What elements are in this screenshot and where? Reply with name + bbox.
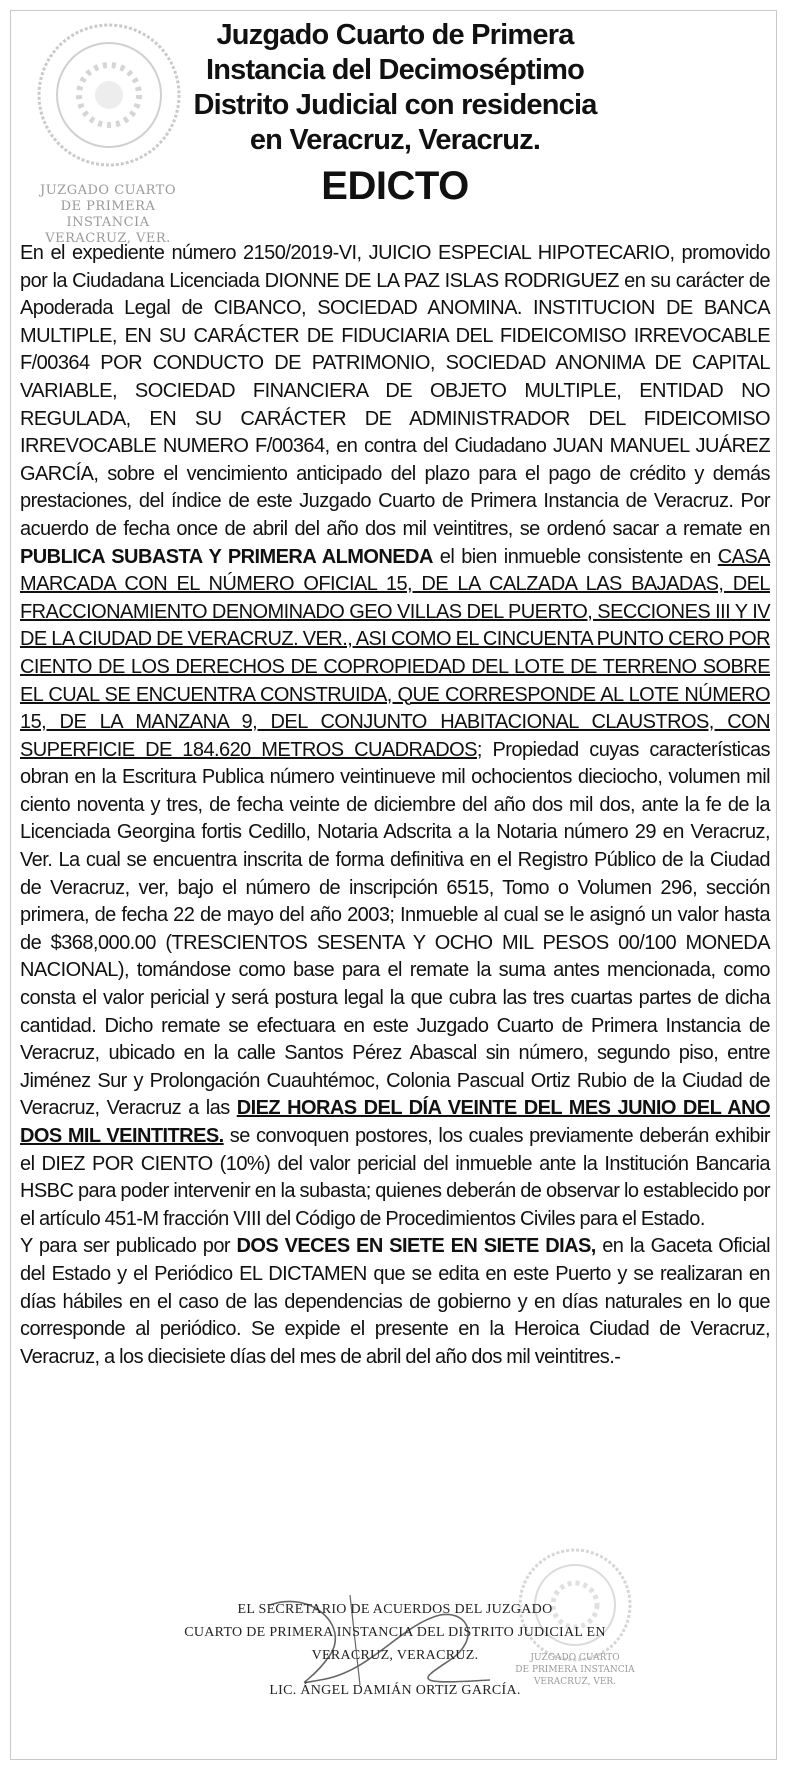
publication-frequency: DOS VECES EN SIETE EN SIETE DIAS, [236, 1235, 596, 1258]
signer-title-line: VERACRUZ, VERACRUZ. [311, 1648, 479, 1663]
edict-body [20, 240, 770, 1371]
seal-caption-line: VERACRUZ, VER. [45, 231, 171, 246]
signature-block [160, 1598, 630, 1702]
body-text-segment: en la Gaceta Oficial del Estado y el Periódico EL DICTAMEN que se edita en este Puerto y se realizaran en días hábiles en el caso de las dependencias de gobierno y en días naturales en lo que corresponde al periódico. Se expide el presente en la Heroica Ciudad de Veracruz, Veracruz, a los diecisiete días del mes de abril del año dos mil veintitres.- [20, 1235, 771, 1368]
signer-title-line: EL SECRETARIO DE ACUERDOS DEL JUZGADO [237, 1602, 553, 1617]
seal-caption-line: DE PRIMERA INSTANCIA [60, 199, 156, 230]
heading-line: Distrito Judicial con residencia [193, 89, 597, 121]
body-text-segment: el bien inmueble consistente en [432, 545, 718, 568]
body-text-segment: Y para ser publicado por [20, 1235, 237, 1258]
body-paragraph-1 [20, 240, 770, 1233]
document-title: EDICTO [321, 164, 469, 208]
auction-datetime: DIEZ HORAS DEL DÍA VEINTE DEL MES JUNIO DEL ANO DOS MIL VEINTITRES. [20, 1097, 770, 1147]
seal-caption-line: JUZGADO CUARTO [40, 183, 176, 198]
heading-line: Juzgado Cuarto de Primera [216, 19, 574, 51]
signer-name: LIC. ÁNGEL DAMIÁN ORTIZ GARCÍA. [269, 1683, 521, 1698]
body-text-segment: se convoquen postores, los cuales previamente deberán exhibir el DIEZ POR CIENTO (10%) del valor pericial del inmueble ante la Institución Bancaria HSBC para poder intervenir en la subasta; quienes deberán de observar lo establecido por el artículo 451-M fracción VIII del Código de Procedimientos Civiles para el Estado. [20, 1125, 770, 1230]
court-heading [150, 18, 640, 212]
seal-caption-line: JUZGADO CUARTO [530, 1653, 620, 1663]
signer-title-line: CUARTO DE PRIMERA INSTANCIA DEL DISTRITO JUDICIAL EN [184, 1625, 606, 1640]
seal-caption-line: DE PRIMERA INSTANCIA [515, 1665, 635, 1675]
body-paragraph-2 [20, 1233, 770, 1371]
property-description: CASA MARCADA CON EL NÚMERO OFICIAL 15, DE LA CALZADA LAS BAJADAS, DEL FRACCIONAMIENTO DENOMINADO GEO VILLAS DEL PUERTO, SECCIONES III Y IV DE LA CIUDAD DE VERACRUZ. VER., ASI COMO EL CINCUENTA PUNTO CERO POR CIENTO DE LOS DERECHOS DE COPROPIEDAD DEL LOTE DE TERRENO SOBRE EL CUAL SE ENCUENTRA CONSTRUIDA, QUE CORRESPONDE AL LOTE NÚMERO 15, DE LA MANZANA 9, DEL CONJUNTO HABITACIONAL CLAUSTROS, CON SUPERFICIE DE 184.620 METROS CUADRADOS; [20, 545, 770, 761]
auction-type: PUBLICA SUBASTA Y PRIMERA ALMONEDA [20, 545, 433, 568]
body-text-segment: Propiedad cuyas características obran en la Escritura Publica número veintinueve mil ochocientos dieciocho, volumen mil ciento noventa y tres, de fecha veinte de diciembre del año dos mil dos, ante la fe de la Licenciada Georgina fortis Cedillo, Notaria Adscrita a la Notaria número 29 en Veracruz, Ver. La cual se encuentra inscrita de forma definitiva en el Registro Público de la Ciudad de Veracruz, ver, bajo el número de inscripción 6515, Tomo o Volumen 296, sección primera, de fecha 22 de mayo del año 2003; Inmueble al cual se le asignó un valor hasta de $368,000.00 (TRESCIENTOS SESENTA Y OCHO MIL PESOS 00/100 MONEDA NACIONAL), tomándose como base para el remate la suma antes mencionada, como consta el valor pericial y será postura legal la que cubra las tres cuartas partes de dicha cantidad. Dicho remate se efectuara en este Juzgado Cuarto de Primera Instancia de Veracruz, ubicado en la calle Santos Pérez Abascal sin número, segundo piso, entre Jiménez Sur y Prolongación Cuauhtémoc, Colonia Pascual Ortiz Rubio de la Ciudad de Veracruz, Veracruz a las [20, 738, 770, 1120]
heading-line: en Veracruz, Veracruz. [249, 124, 541, 156]
body-text-segment: En el expediente número 2150/2019-VI, JUICIO ESPECIAL HIPOTECARIO, promovido por la Ciudadana Licenciada DIONNE DE LA PAZ ISLAS RODRIGUEZ en su carácter de Apoderada Legal de CIBANCO, SOCIEDAD ANOMINA. INSTITUCION DE BANCA MULTIPLE, EN SU CARÁCTER DE FIDUCIARIA DEL FIDEICOMISO IRREVOCABLE F/00364 POR CONDUCTO DE PATRIMONIO, SOCIEDAD ANONIMA DE CAPITAL VARIABLE, SOCIEDAD FINANCIERA DE OBJETO MULTIPLE, ENTIDAD NO REGULADA, EN SU CARÁCTER DE ADMINISTRADOR DEL FIDEICOMISO IRREVOCABLE NUMERO F/00364, en contra del Ciudadano JUAN MANUEL JUÁREZ GARCÍA, sobre el vencimiento anticipado del plazo para el pago de crédito y demás prestaciones, del índice de este Juzgado Cuarto de Primera Instancia de Veracruz. Por acuerdo de fecha once de abril del año dos mil veintitres, se ordenó sacar a remate en [20, 242, 770, 540]
heading-line: Instancia del Decimoséptimo [205, 54, 585, 86]
seal-caption-line: VERACRUZ, VER. [533, 1677, 617, 1687]
